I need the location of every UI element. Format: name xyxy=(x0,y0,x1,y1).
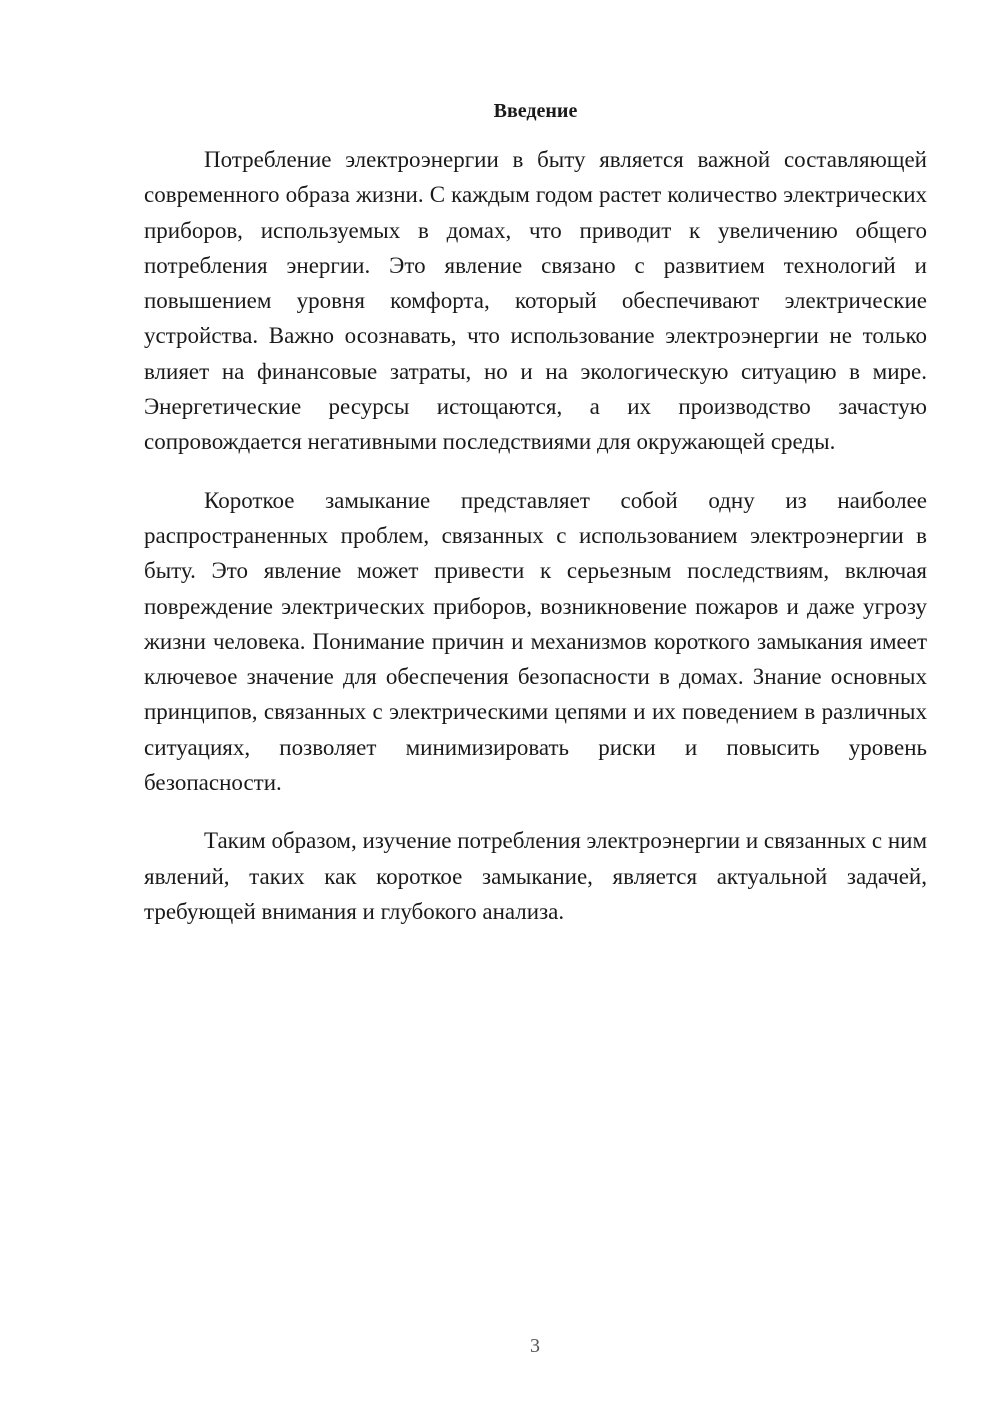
section-heading: Введение xyxy=(493,100,578,122)
paragraph-3: Таким образом, изучение потребления электроэнергии и связанных с ним явлений, таких как короткое замыкание, является актуальной задачей, требующей внимания и глубокого анализа. xyxy=(144,828,927,924)
body-text xyxy=(144,142,927,929)
paragraph-1: Потребление электроэнергии в быту является важной составляющей современного образа жизни. С каждым годом растет количество электрических приборов, используемых в домах, что приводит к увеличению общего потребления энергии. Это явление связано с развитием технологий и повышением уровня комфорта, который обеспечивают электрические устройства. Важно осознавать, что использование электроэнергии не только влияет на финансовые затраты, но и на экологическую ситуацию в мире. Энергетические ресурсы истощаются, а их производство зачастую сопровождается негативными последствиями для окружающей среды. xyxy=(144,147,927,455)
page-number: 3 xyxy=(530,1335,540,1357)
paragraph-2: Короткое замыкание представляет собой одну из наиболее распространенных проблем, связанных с использованием электроэнергии в быту. Это явление может привести к серьезным последствиям, включая повреждение электрических приборов, возникновение пожаров и даже угрозу жизни человека. Понимание причин и механизмов короткого замыкания имеет ключевое значение для обеспечения безопасности в домах. Знание основных принципов, связанных с электрическими цепями и их поведением в различных ситуациях, позволяет минимизировать риски и повысить уровень безопасности. xyxy=(144,487,927,796)
